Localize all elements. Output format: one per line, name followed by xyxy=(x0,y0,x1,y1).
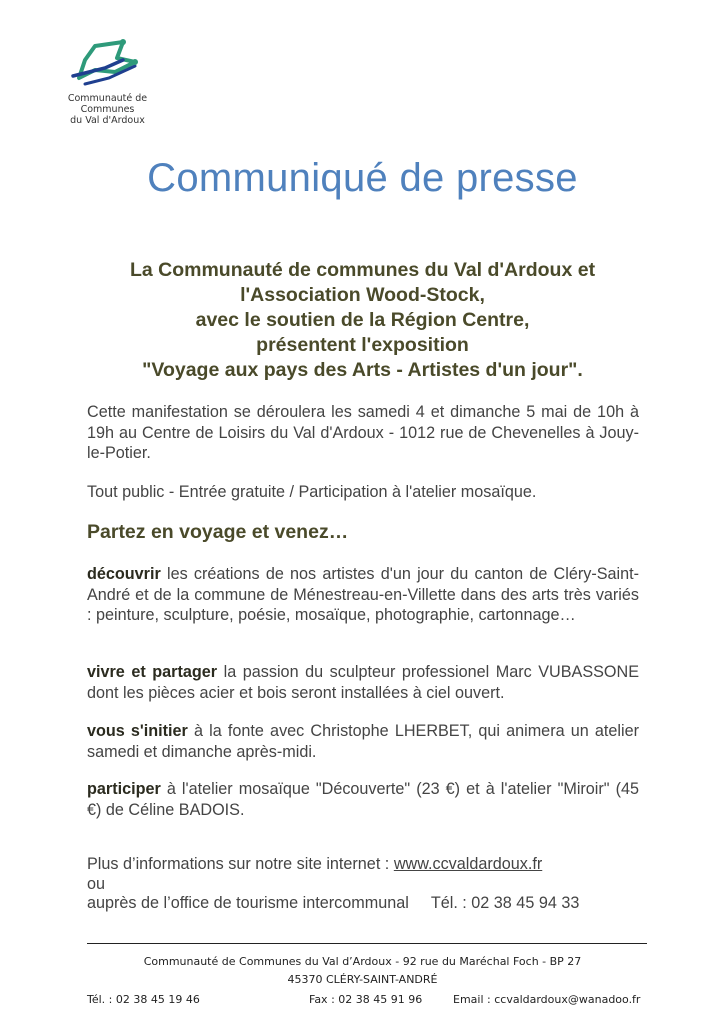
footer-fax: Fax : 02 38 45 91 96 xyxy=(309,993,423,1006)
activity-keyword: vous s'initier xyxy=(87,722,188,740)
footer-divider xyxy=(87,943,647,944)
info-line2: ou xyxy=(87,875,106,893)
activity-discover xyxy=(87,564,639,626)
info-line3 xyxy=(87,893,579,914)
subtitle-line2: l'Association Wood-Stock, xyxy=(240,284,485,306)
subtitle-line1: La Communauté de communes du Val d'Ardoux et xyxy=(129,259,596,281)
footer-address1: Communauté de Communes du Val d’Ardoux - 92 rue du Maréchal Foch - BP 27 xyxy=(143,955,582,968)
logo-text xyxy=(40,93,175,126)
footer-tel: Tél. : 02 38 45 19 46 xyxy=(87,993,200,1006)
footer-address2: 45370 CLÉRY-SAINT-ANDRÉ xyxy=(287,973,438,986)
section-heading: Partez en voyage et venez… xyxy=(87,521,349,543)
info-phone: Tél. : 02 38 45 94 33 xyxy=(430,894,580,912)
info-line1 xyxy=(87,854,542,875)
logo-line2: du Val d'Ardoux xyxy=(70,115,145,126)
info-text: Plus d’informations sur notre site internet : xyxy=(87,855,394,873)
subtitle xyxy=(60,258,665,383)
website-link[interactable]: www.ccvaldardoux.fr xyxy=(393,855,543,873)
activity-text: à la fonte avec Christophe LHERBET, qui animera un atelier samedi et dimanche après-midi. xyxy=(87,722,639,761)
logo-line1: Communauté de Communes xyxy=(67,93,148,115)
info-office: auprès de l’office de tourisme intercommunal xyxy=(87,894,409,912)
subtitle-line4: présentent l'exposition xyxy=(256,334,469,356)
activity-share xyxy=(87,662,639,703)
subtitle-line3: avec le soutien de la Région Centre, xyxy=(195,309,530,331)
public-paragraph: Tout public - Entrée gratuite / Participation à l'atelier mosaïque. xyxy=(87,483,537,501)
activity-keyword: découvrir xyxy=(87,565,161,583)
intro-paragraph: Cette manifestation se déroulera les samedi 4 et dimanche 5 mai de 10h à 19h au Centre de Loisirs du Val d'Ardoux - 1012 rue de Chevenelles à Jouy-le-Potier. xyxy=(87,403,639,462)
activity-keyword: vivre et partager xyxy=(87,663,218,681)
footer-email: Email : ccvaldardoux@wanadoo.fr xyxy=(453,993,641,1006)
activity-initiate xyxy=(87,721,639,762)
subtitle-line5: "Voyage aux pays des Arts - Artistes d'un jour". xyxy=(142,359,583,381)
activity-text: les créations de nos artistes d'un jour du canton de Cléry-Saint-André et de la commune de Ménestreau-en-Villette dans des arts très variés : peinture, sculpture, poésie, mosaïque, photographie, cartonnage… xyxy=(87,565,639,624)
activity-text: la passion du sculpteur professionel Marc VUBASSONE dont les pièces acier et bois seront installées à ciel ouvert. xyxy=(87,663,640,702)
activity-participate xyxy=(87,779,639,820)
page-title: Communiqué de presse xyxy=(147,156,578,200)
community-logo-icon xyxy=(65,38,145,93)
activity-text: à l'atelier mosaïque "Découverte" (23 €) et à l'atelier "Miroir" (45 €) de Céline BADOIS. xyxy=(87,780,639,819)
activity-keyword: participer xyxy=(87,780,161,798)
